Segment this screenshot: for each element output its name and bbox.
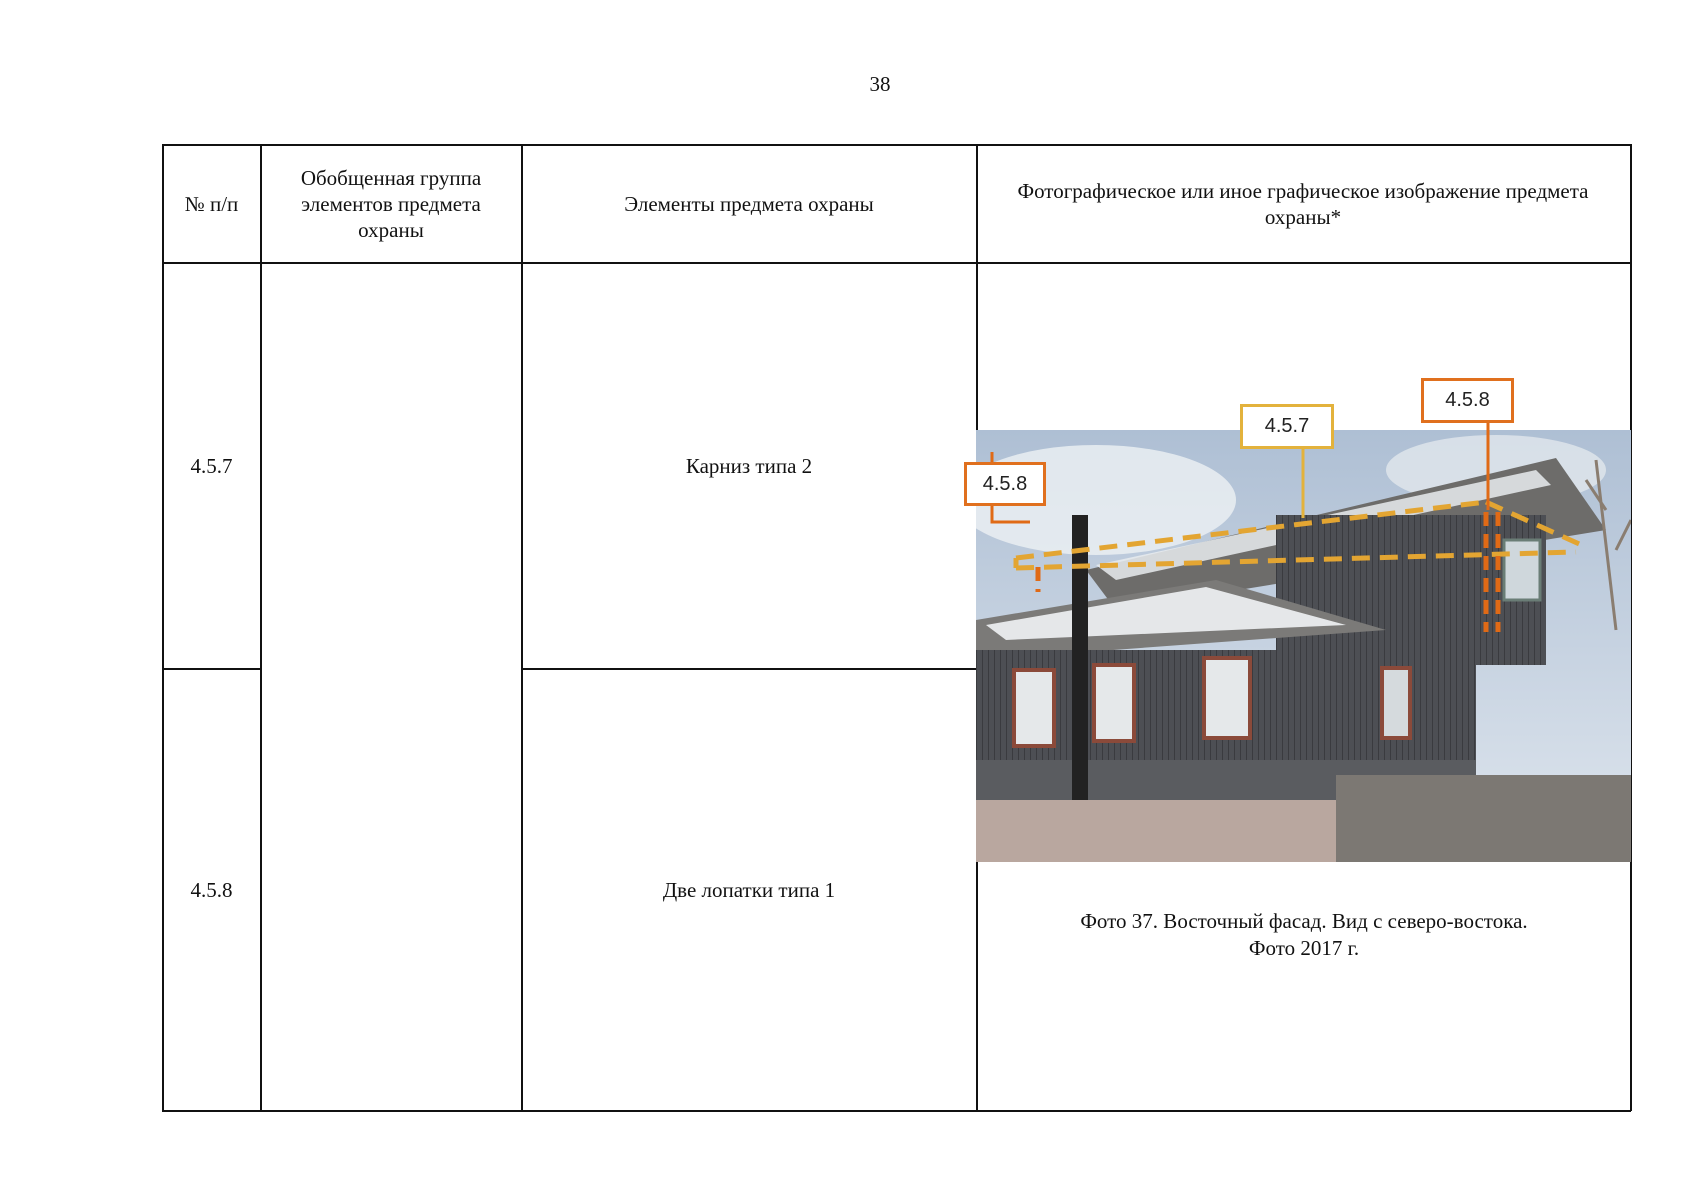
photo-caption-line-1: Фото 37. Восточный фасад. Вид с северо-востока. (1080, 909, 1528, 933)
annotation-tag-cornice: 4.5.7 (1240, 404, 1334, 449)
row-1-num: 4.5.7 (190, 454, 233, 478)
row-2-num: 4.5.8 (190, 878, 233, 902)
annotation-tag-pilaster-right: 4.5.8 (1421, 378, 1514, 423)
annotation-tag-pilaster-left: 4.5.8 (964, 462, 1046, 506)
header-photo: Фотографическое или иное графическое изображение предмета охраны* (1017, 179, 1589, 229)
table-border-bottom (162, 1110, 1631, 1112)
header-num: № п/п (184, 192, 239, 216)
photo-caption-line-2: Фото 2017 г. (1248, 936, 1360, 960)
page-number: 38 (869, 72, 891, 96)
header-elements: Элементы предмета охраны (624, 192, 874, 216)
facade-photo-drawing (976, 382, 1631, 863)
photo-caption (977, 908, 1631, 962)
row-2-element: Две лопатки типа 1 (662, 878, 836, 902)
row-1-element: Карниз типа 2 (685, 454, 813, 478)
facade-photo (976, 382, 1631, 863)
group-cell (262, 264, 521, 1110)
header-group: Обобщенная группа элементов предмета охраны (300, 166, 482, 242)
